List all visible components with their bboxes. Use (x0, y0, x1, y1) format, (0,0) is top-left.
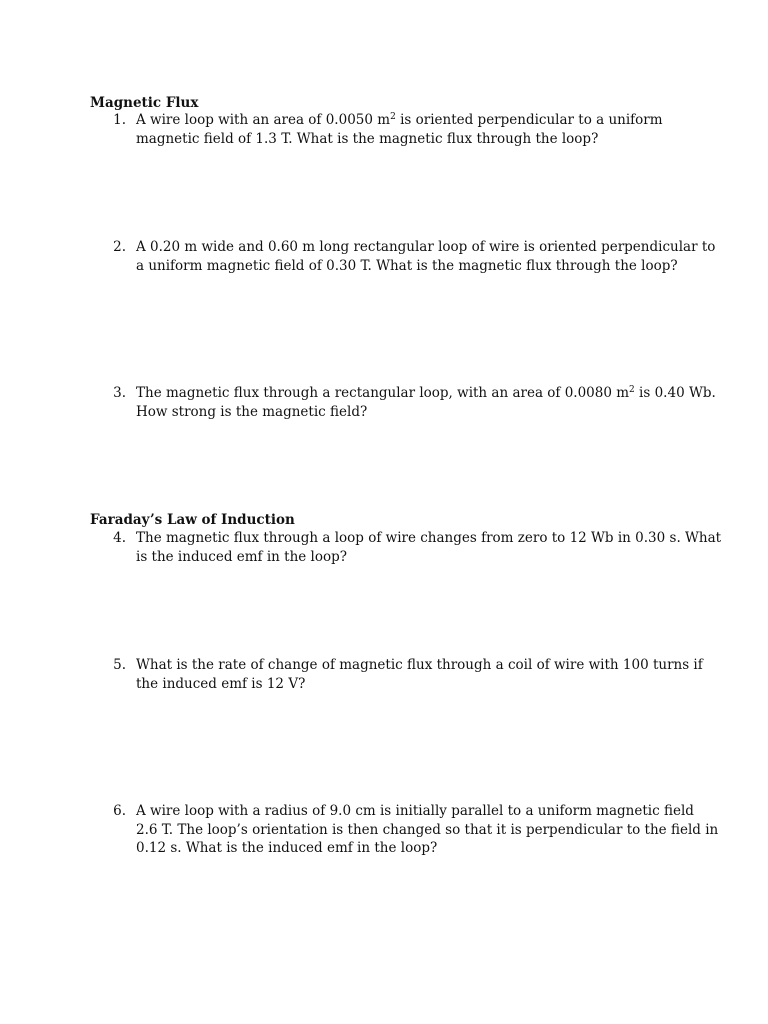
problem-line: a uniform magnetic field of 0.30 T. What is the magnetic flux through the loop? (136, 257, 678, 274)
problem-line: 2.6 T. The loop’s orientation is then changed so that it is perpendicular to the field in (136, 821, 719, 838)
problem-number: 4. (113, 530, 126, 546)
problem-line: is the induced emf in the loop? (136, 548, 348, 565)
section-heading-faradays-law: Faraday’s Law of Induction (90, 512, 295, 528)
problem-number: 5. (113, 657, 126, 673)
problem-line: A wire loop with a radius of 9.0 cm is initially parallel to a uniform magnetic field (136, 803, 694, 819)
problem-line: The magnetic flux through a loop of wire changes from zero to 12 Wb in 0.30 s. What (136, 530, 722, 546)
section-heading-magnetic-flux: Magnetic Flux (90, 95, 199, 111)
problem-line: How strong is the magnetic field? (136, 403, 368, 420)
superscript: 2 (629, 385, 635, 395)
problem-line: A wire loop with an area of 0.0050 $m^2$ is oriented perpendicular to a uniform (136, 112, 663, 128)
superscript: 2 (390, 112, 396, 122)
problem-number: 6. (113, 803, 126, 819)
problem-line: What is the rate of change of magnetic flux through a coil of wire with 100 turns if (136, 657, 703, 673)
problem-line: the induced emf is 12 V? (136, 675, 306, 692)
problem-number: 3. (113, 385, 126, 401)
problem-line: magnetic field of 1.3 T. What is the magnetic flux through the loop? (136, 130, 599, 147)
problem-line: 0.12 s. What is the induced emf in the loop? (136, 840, 438, 856)
problem-number: 1. (113, 112, 126, 128)
problem-line: The magnetic flux through a rectangular loop, with an area of 0.0080 $m^2$ is 0.40 Wb. (136, 385, 716, 401)
problem-line: A 0.20 m wide and 0.60 m long rectangular loop of wire is oriented perpendicular to (136, 239, 716, 255)
problem-number: 2. (113, 239, 126, 255)
